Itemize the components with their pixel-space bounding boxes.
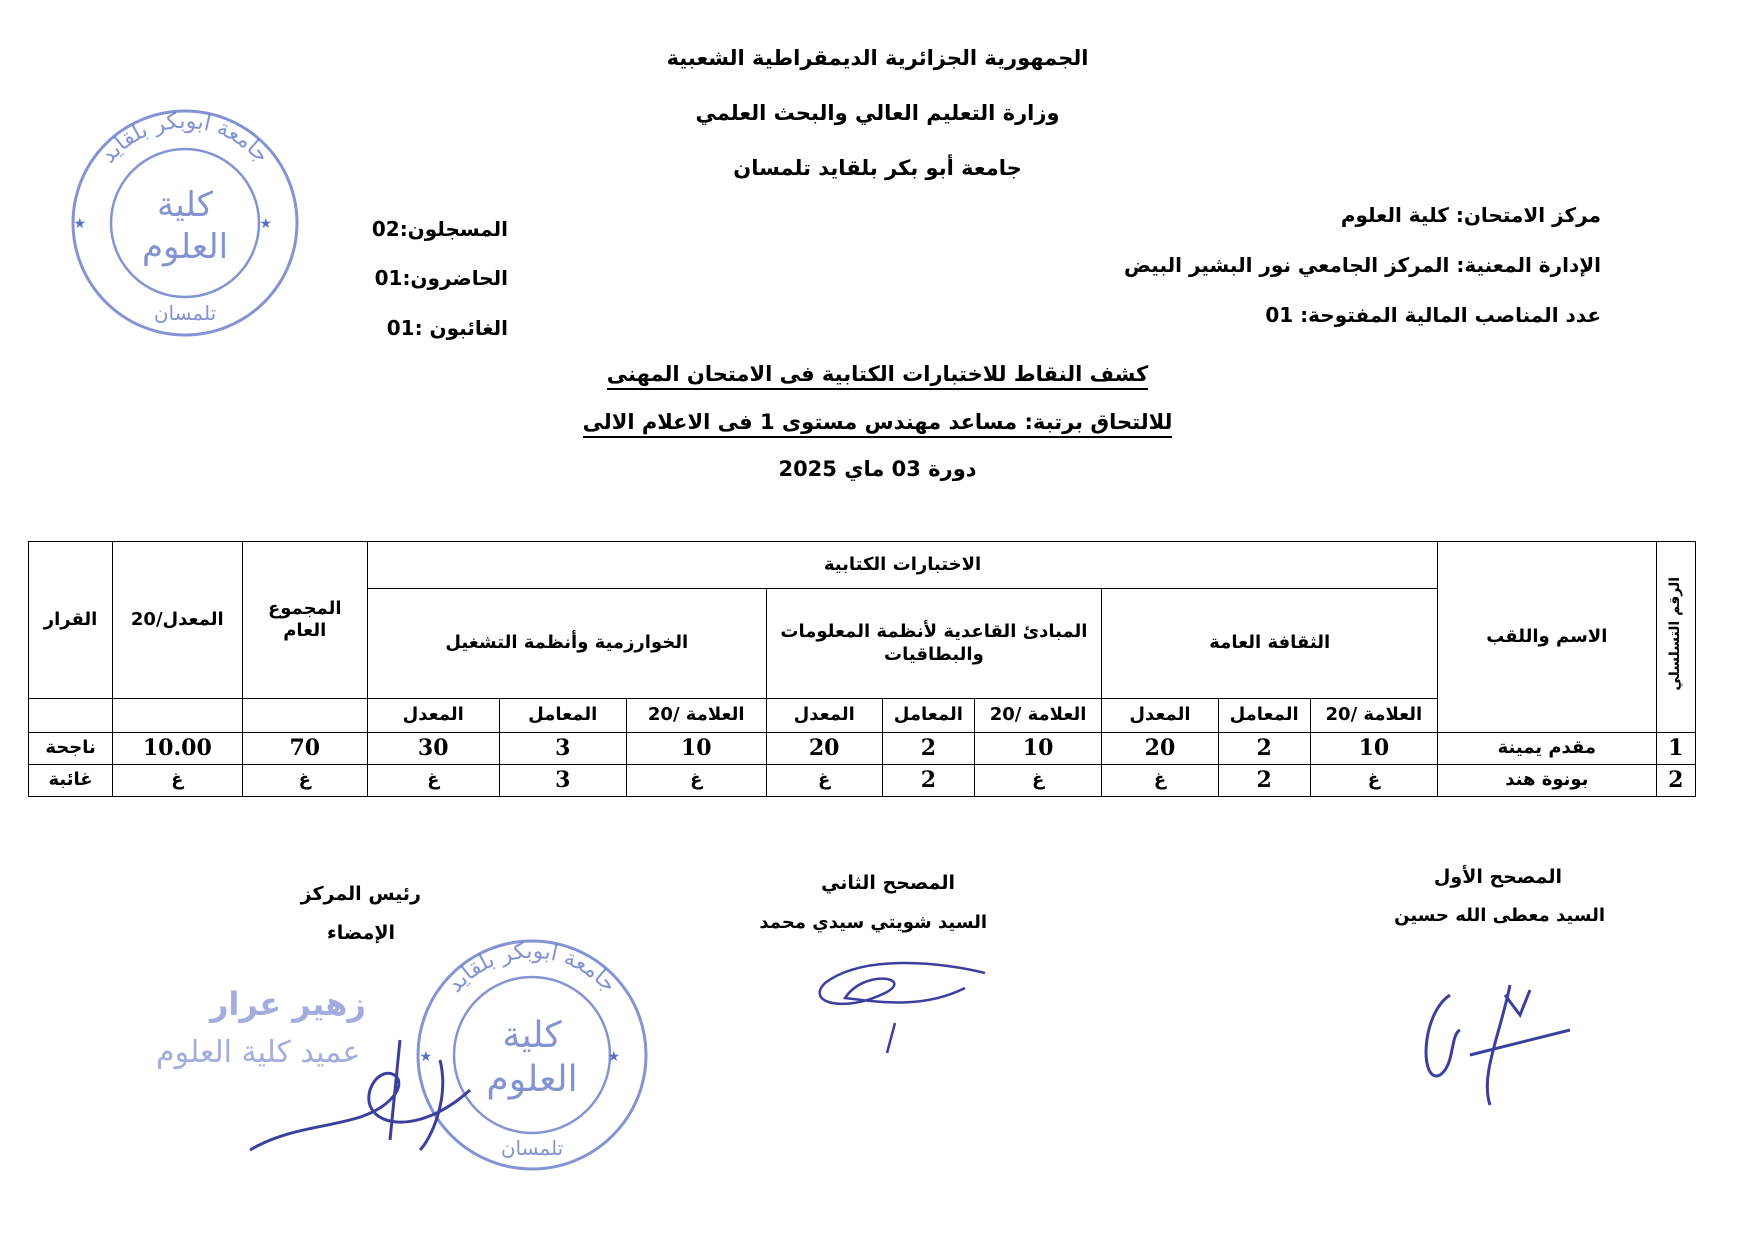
header-university: جامعة أبو بكر بلقايد تلمسان bbox=[733, 156, 1022, 180]
cell-grade: غ bbox=[1310, 765, 1437, 797]
name-header: الاسم واللقب bbox=[1438, 542, 1656, 733]
subject-information-systems: المبادئ القاعدية لأنظمة المعلومات والبطاقيات bbox=[766, 589, 1102, 699]
cell-total: 70 bbox=[242, 733, 367, 765]
title-line3: دورة 03 ماي 2025 bbox=[778, 457, 977, 481]
blank-cell bbox=[242, 699, 367, 733]
dean-name-stamp: زهير عرار bbox=[210, 985, 366, 1023]
present-count: الحاضرون:01 bbox=[374, 266, 508, 290]
serial-header: الرقم التسلسلي bbox=[1656, 542, 1695, 733]
cell-total: غ bbox=[242, 765, 367, 797]
sub-header-grade: العلامة /20 bbox=[626, 699, 766, 733]
second-corrector-name: السيد شويتي سيدي محمد bbox=[759, 912, 987, 933]
row-name: بونوة هند bbox=[1438, 765, 1656, 797]
cell-weighted: غ bbox=[766, 765, 882, 797]
cell-grade: غ bbox=[974, 765, 1101, 797]
cell-weighted: غ bbox=[1102, 765, 1218, 797]
cell-grade: 10 bbox=[626, 733, 766, 765]
sub-header-coef: المعامل bbox=[882, 699, 974, 733]
open-positions: عدد المناصب المالية المفتوحة: 01 bbox=[1265, 303, 1601, 327]
sub-header-weighted: المعدل bbox=[367, 699, 499, 733]
second-corrector-signature bbox=[805, 953, 1005, 1063]
cell-weighted: 20 bbox=[766, 733, 882, 765]
cell-grade: 10 bbox=[974, 733, 1101, 765]
stamp-university-text: جامعة ابوبكر بلقايد bbox=[442, 938, 622, 998]
title-line1: كشف النقاط للاختبارات الكتابية فى الامتحان المهنى bbox=[0, 362, 1755, 386]
title-line2: للالتحاق برتبة: مساعد مهندس مستوى 1 فى الاعلام الالى bbox=[0, 410, 1755, 434]
total-header: المجموع العام bbox=[242, 542, 367, 699]
stamp-city: تلمسان bbox=[153, 301, 217, 325]
sub-header-grade: العلامة /20 bbox=[974, 699, 1101, 733]
row-serial: 2 bbox=[1656, 765, 1695, 797]
stamp-faculty-line2: العلوم bbox=[141, 227, 229, 267]
sub-header-coef: المعامل bbox=[1218, 699, 1310, 733]
table-row bbox=[29, 733, 1696, 765]
cell-coef: 2 bbox=[882, 765, 974, 797]
header-republic: الجمهورية الجزائرية الديمقراطية الشعبية bbox=[666, 46, 1089, 70]
cell-weighted: 30 bbox=[367, 733, 499, 765]
stamp-faculty-line1: كلية bbox=[502, 1015, 562, 1056]
center-head-title: رئيس المركز bbox=[300, 883, 421, 905]
sub-header-coef: المعامل bbox=[499, 699, 626, 733]
star-icon: ★ bbox=[73, 216, 86, 232]
second-corrector-title: المصحح الثاني bbox=[820, 872, 955, 894]
faculty-stamp bbox=[60, 98, 310, 348]
cell-grade: غ bbox=[626, 765, 766, 797]
cell-average: غ bbox=[113, 765, 242, 797]
average-header: المعدل/20 bbox=[113, 542, 242, 699]
table-row bbox=[29, 765, 1696, 797]
first-corrector-signature bbox=[1410, 975, 1590, 1115]
row-serial: 1 bbox=[1656, 733, 1695, 765]
header-ministry: وزارة التعليم العالي والبحث العلمي bbox=[695, 101, 1060, 125]
subject-algorithms-os: الخوارزمية وأنظمة التشغيل bbox=[367, 589, 766, 699]
grades-table bbox=[28, 541, 1696, 797]
stamp-faculty-line1: كلية bbox=[157, 185, 213, 225]
cell-coef: 2 bbox=[1218, 733, 1310, 765]
cell-weighted: غ bbox=[367, 765, 499, 797]
center-head-signature bbox=[240, 1030, 500, 1170]
cell-coef: 3 bbox=[499, 765, 626, 797]
star-icon: ★ bbox=[419, 1049, 432, 1065]
cell-grade: 10 bbox=[1310, 733, 1437, 765]
written-tests-header: الاختبارات الكتابية bbox=[367, 542, 1437, 589]
dean-title-stamp: عميد كلية العلوم bbox=[156, 1035, 361, 1070]
cell-average: 10.00 bbox=[113, 733, 242, 765]
first-corrector-title: المصحح الأول bbox=[1433, 866, 1562, 888]
cell-decision: غائبة bbox=[29, 765, 113, 797]
blank-cell bbox=[29, 699, 113, 733]
cell-coef: 2 bbox=[1218, 765, 1310, 797]
star-icon: ★ bbox=[607, 1049, 620, 1065]
blank-cell bbox=[113, 699, 242, 733]
stamp-university-text: جامعة ابوبكر بلقايد bbox=[96, 108, 274, 169]
cell-coef: 2 bbox=[882, 733, 974, 765]
cell-coef: 3 bbox=[499, 733, 626, 765]
center-head-sign-label: الإمضاء bbox=[327, 922, 395, 944]
administration: الإدارة المعنية: المركز الجامعي نور البشير البيض bbox=[1124, 253, 1601, 277]
stamp-faculty-line2: العلوم bbox=[486, 1059, 578, 1100]
absent-count: الغائبون :01 bbox=[386, 316, 508, 340]
cell-decision: ناجحة bbox=[29, 733, 113, 765]
subject-general-culture: الثقافة العامة bbox=[1102, 589, 1438, 699]
stamp-city: تلمسان bbox=[500, 1136, 564, 1160]
cell-weighted: 20 bbox=[1102, 733, 1218, 765]
sub-header-weighted: المعدل bbox=[1102, 699, 1218, 733]
row-name: مقدم يمينة bbox=[1438, 733, 1656, 765]
registered-count: المسجلون:02 bbox=[371, 217, 508, 241]
decision-header: القرار bbox=[29, 542, 113, 699]
star-icon: ★ bbox=[259, 216, 272, 232]
exam-center: مركز الامتحان: كلية العلوم bbox=[1340, 203, 1601, 227]
sub-header-grade: العلامة /20 bbox=[1310, 699, 1437, 733]
sub-header-weighted: المعدل bbox=[766, 699, 882, 733]
first-corrector-name: السيد معطى الله حسين bbox=[1394, 905, 1605, 926]
